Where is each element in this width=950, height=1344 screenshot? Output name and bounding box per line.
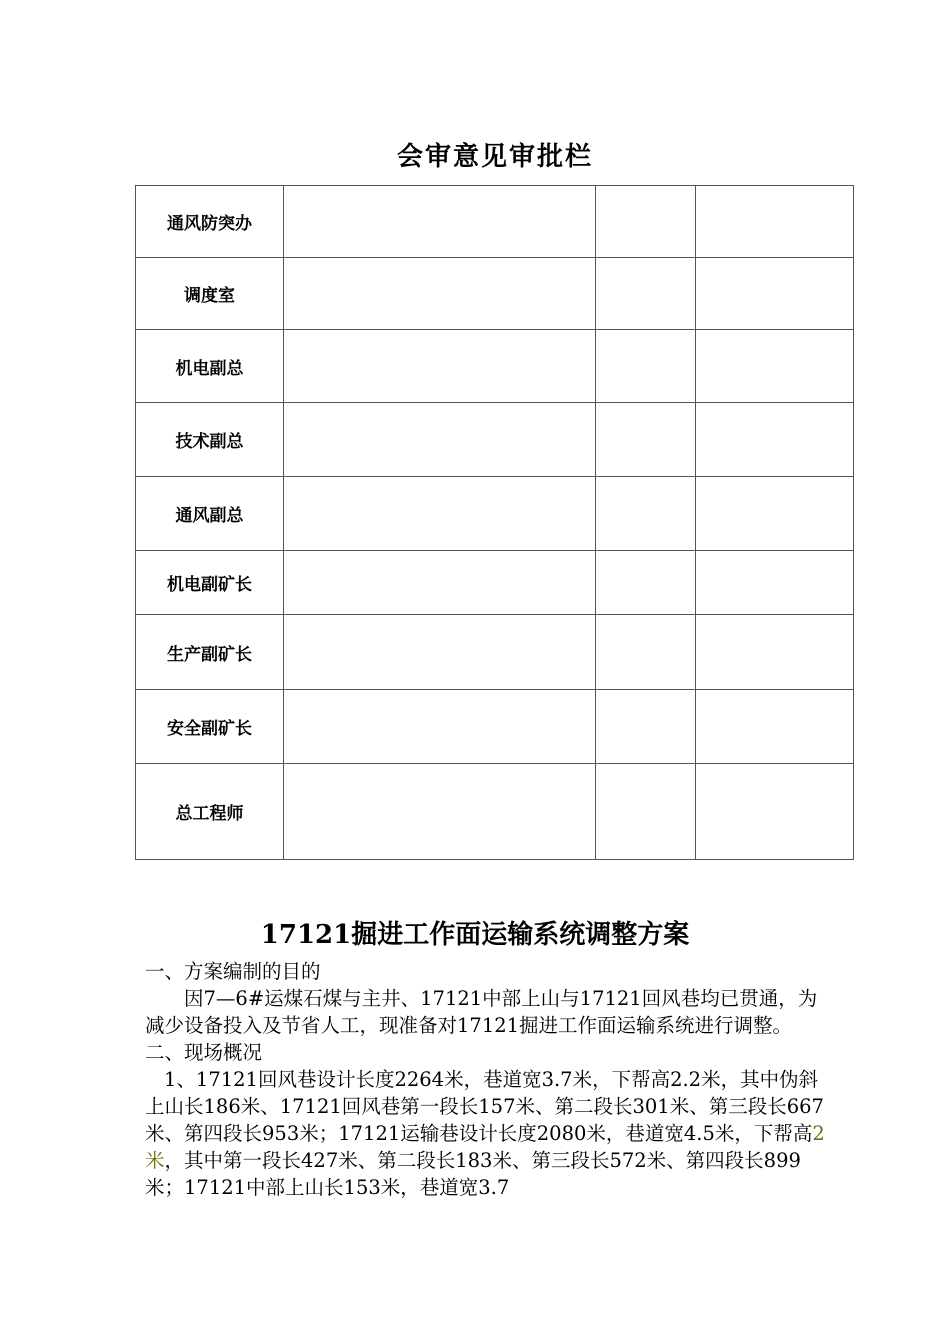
section-heading: 二、现场概况 — [145, 1041, 263, 1064]
highlighted-value: 2米 — [145, 1122, 825, 1172]
date-cell — [696, 764, 854, 860]
signature-cell — [596, 551, 696, 615]
opinion-cell — [284, 477, 596, 551]
opinion-cell — [284, 403, 596, 477]
date-cell — [696, 477, 854, 551]
signature-cell — [596, 186, 696, 258]
approval-row-label: 机电副总 — [136, 330, 284, 403]
approval-row — [136, 186, 854, 258]
date-cell — [696, 258, 854, 330]
approval-row — [136, 403, 854, 477]
document-body — [145, 958, 825, 1201]
opinion-cell — [284, 615, 596, 690]
approval-row-label: 机电副矿长 — [136, 551, 284, 615]
opinion-cell — [284, 551, 596, 615]
opinion-cell — [284, 764, 596, 860]
approval-row — [136, 690, 854, 764]
date-cell — [696, 186, 854, 258]
approval-row-label: 总工程师 — [136, 764, 284, 860]
approval-row — [136, 258, 854, 330]
signature-cell — [596, 403, 696, 477]
opinion-cell — [284, 186, 596, 258]
approval-row-label: 通风防突办 — [136, 186, 284, 258]
signature-cell — [596, 258, 696, 330]
signature-cell — [596, 764, 696, 860]
approval-title: 会审意见审批栏 — [396, 142, 593, 172]
date-cell — [696, 615, 854, 690]
approval-row-label: 调度室 — [136, 258, 284, 330]
paragraph-text: 1、17121回风巷设计长度2264米，巷道宽3.7米，下帮高2.2米，其中伪斜上山长186米、17121回风巷第一段长157米、第二段长301米、第三段长667米、第四段长953米；17121运输巷设计长度2080米，巷道宽4.5米，下帮高 — [145, 1068, 824, 1145]
approval-row-label: 技术副总 — [136, 403, 284, 477]
signature-cell — [596, 615, 696, 690]
signature-cell — [596, 477, 696, 551]
signature-cell — [596, 690, 696, 764]
date-cell — [696, 551, 854, 615]
approval-row-label: 安全副矿长 — [136, 690, 284, 764]
approval-table — [135, 185, 854, 860]
approval-row — [136, 615, 854, 690]
opinion-cell — [284, 690, 596, 764]
section-heading: 一、方案编制的目的 — [145, 960, 321, 983]
document-title: 17121掘进工作面运输系统调整方案 — [260, 920, 690, 950]
section-paragraph — [145, 1066, 825, 1201]
approval-row — [136, 764, 854, 860]
approval-row-label: 通风副总 — [136, 477, 284, 551]
paragraph-text: ，其中第一段长427米、第二段长183米、第三段长572米、第四段长899米；17121中部上山长153米，巷道宽3.7 — [145, 1149, 801, 1199]
approval-row-label: 生产副矿长 — [136, 615, 284, 690]
approval-row — [136, 330, 854, 403]
opinion-cell — [284, 258, 596, 330]
approval-row — [136, 477, 854, 551]
date-cell — [696, 690, 854, 764]
approval-row — [136, 551, 854, 615]
date-cell — [696, 330, 854, 403]
signature-cell — [596, 330, 696, 403]
opinion-cell — [284, 330, 596, 403]
date-cell — [696, 403, 854, 477]
section-paragraph: 因7—6#运煤石煤与主井、17121中部上山与17121回风巷均已贯通，为减少设备投入及节省人工，现准备对17121掘进工作面运输系统进行调整。 — [145, 987, 818, 1037]
